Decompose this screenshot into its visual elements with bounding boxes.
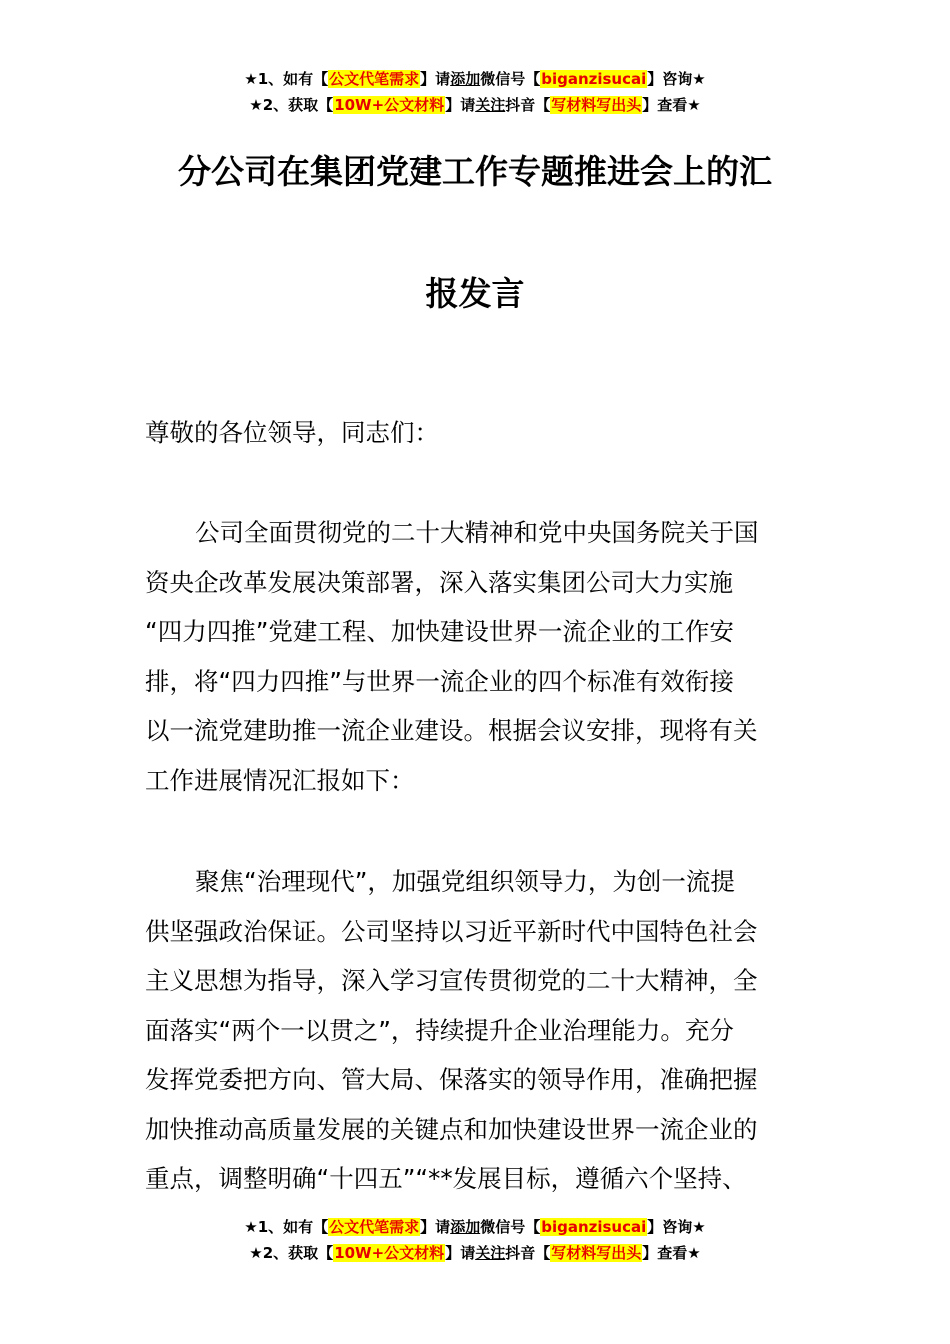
banner-line-1 xyxy=(0,1214,950,1240)
paragraph-line: 工作进展情况汇报如下： xyxy=(145,765,415,795)
banner-highlight: biganzisucai xyxy=(541,1218,647,1236)
paragraph-line: 发挥党委把方向、管大局、保落实的领导作用，准确把握 xyxy=(145,1065,758,1094)
paragraph-line: 聚焦“治理现代”，加强党组织领导力，为创一流提 xyxy=(195,867,735,896)
banner-line-2 xyxy=(0,1240,950,1266)
paragraph-line: 公司全面贯彻党的二十大精神和党中央国务院关于国 xyxy=(195,518,759,547)
banner-text: ★2、获取【 xyxy=(249,1244,334,1262)
banner-highlight: 10W+公文材料 xyxy=(334,96,445,114)
document-title-line-1: 分公司在集团党建工作专题推进会上的汇 xyxy=(178,152,772,191)
banner-text: 】请 xyxy=(420,70,451,88)
banner-highlight: 写材料写出头 xyxy=(551,96,642,114)
banner-highlight: 公文代笔需求 xyxy=(329,70,420,88)
banner-emphasis: 添加 xyxy=(450,70,481,88)
greeting: 尊敬的各位领导，同志们： xyxy=(145,418,439,447)
banner-line-1 xyxy=(0,66,950,92)
banner-highlight: 10W+公文材料 xyxy=(334,1244,445,1262)
paragraph-line: 供坚强政治保证。公司坚持以习近平新时代中国特色社会 xyxy=(145,916,758,946)
paragraph-line: 重点，调整明确“十四五”“**发展目标，遵循六个坚持、 xyxy=(145,1164,747,1193)
paragraph-line: 以一流党建助推一流企业建设。根据会议安排，现将有关 xyxy=(145,716,758,745)
paragraph-line: 面落实“两个一以贯之”，持续提升企业治理能力。充分 xyxy=(145,1015,734,1045)
banner-highlight: biganzisucai xyxy=(541,70,647,88)
banner-emphasis: 关注 xyxy=(475,1244,506,1262)
paragraph-1 xyxy=(145,508,825,805)
paragraph-line: 主义思想为指导，深入学习宣传贯彻党的二十大精神，全 xyxy=(145,966,758,995)
banner-line-2 xyxy=(0,92,950,118)
document-title-line-2: 报发言 xyxy=(425,274,525,313)
banner-text: ★1、如有【 xyxy=(244,1218,329,1236)
banner-highlight: 公文代笔需求 xyxy=(329,1218,420,1236)
banner-text: 抖音【 xyxy=(505,96,551,114)
banner-highlight: 写材料写出头 xyxy=(551,1244,642,1262)
top-banner xyxy=(0,66,950,118)
banner-text: 微信号【 xyxy=(480,1218,541,1236)
banner-text: 】查看★ xyxy=(642,1244,701,1262)
banner-text: ★2、获取【 xyxy=(249,96,334,114)
banner-text: 抖音【 xyxy=(505,1244,551,1262)
banner-text: ★1、如有【 xyxy=(244,70,329,88)
paragraph-2 xyxy=(145,857,825,1204)
banner-emphasis: 关注 xyxy=(475,96,506,114)
banner-text: 】请 xyxy=(445,1244,476,1262)
bottom-banner xyxy=(0,1214,950,1266)
paragraph-line: 资央企改革发展决策部署，深入落实集团公司大力实施 xyxy=(145,567,733,597)
paragraph-line: 加快推动高质量发展的关键点和加快建设世界一流企业的 xyxy=(145,1114,758,1144)
banner-text: 】查看★ xyxy=(642,96,701,114)
banner-text: 】请 xyxy=(420,1218,451,1236)
banner-emphasis: 添加 xyxy=(450,1218,481,1236)
banner-text: 】咨询★ xyxy=(647,1218,706,1236)
banner-text: 】请 xyxy=(445,96,476,114)
banner-text: 】咨询★ xyxy=(647,70,706,88)
paragraph-line: “四力四推”党建工程、加快建设世界一流企业的工作安 xyxy=(145,617,734,646)
banner-text: 微信号【 xyxy=(480,70,541,88)
paragraph-line: 排，将“四力四推”与世界一流企业的四个标准有效衔接 xyxy=(145,666,734,696)
